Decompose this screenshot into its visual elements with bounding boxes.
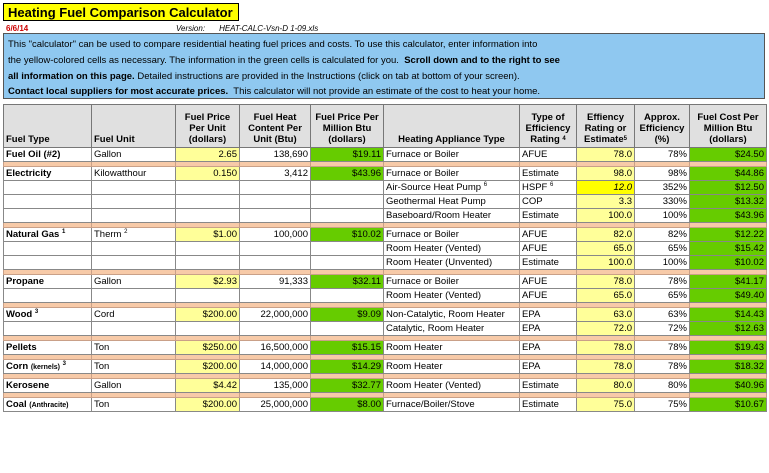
- table-row: [4, 209, 767, 223]
- header-cost: Fuel Cost Per Million Btu (dollars): [690, 105, 767, 148]
- fuel-cost-per-mbtu: $12.22: [690, 228, 767, 242]
- efficiency-type: Estimate: [520, 379, 577, 393]
- fuel-cost-per-mbtu: $15.42: [690, 242, 767, 256]
- fuel-cost-per-mbtu: $13.32: [690, 195, 767, 209]
- efficiency-type: AFUE: [520, 148, 577, 162]
- fuel-type-gas: Natural Gas $^1$: [4, 228, 92, 242]
- fuel-cost-per-mbtu: $24.50: [690, 148, 767, 162]
- table-row: [4, 341, 767, 355]
- header-eff-type: Type of Efficiency Rating $^4$: [520, 105, 577, 148]
- fuel-cost-per-mbtu: $41.17: [690, 275, 767, 289]
- efficiency-rating-input[interactable]: 98.0: [577, 167, 635, 181]
- empty-cell: [240, 256, 311, 270]
- efficiency-type: EPA: [520, 360, 577, 374]
- efficiency-rating-input[interactable]: 75.0: [577, 398, 635, 412]
- efficiency-type: AFUE: [520, 275, 577, 289]
- info-bold-all: all information on this page.: [8, 70, 135, 82]
- fuel-unit-gas: Therm $^2$: [92, 228, 176, 242]
- price-per-mbtu-elec: $43.96: [311, 167, 384, 181]
- fuel-cost-per-mbtu: $12.63: [690, 322, 767, 336]
- empty-cell: [311, 242, 384, 256]
- table-row: [4, 289, 767, 303]
- heat-content-oil: 138,690: [240, 148, 311, 162]
- approx-efficiency: 330%: [635, 195, 690, 209]
- approx-efficiency: 100%: [635, 256, 690, 270]
- appliance-type: Geothermal Heat Pump: [384, 195, 520, 209]
- version-prefix: Version:: [176, 24, 206, 33]
- version-file: HEAT-CALC-Vsn-D 1-09.xls: [219, 24, 319, 33]
- fuel-type-coal: Coal (Anthracite): [4, 398, 92, 412]
- version-label: [176, 24, 318, 33]
- date-label: 6/6/14: [6, 24, 29, 33]
- fuel-cost-per-mbtu: $40.96: [690, 379, 767, 393]
- efficiency-rating-input[interactable]: 72.0: [577, 322, 635, 336]
- approx-efficiency: 65%: [635, 289, 690, 303]
- fuel-comparison-table: [3, 104, 767, 412]
- header-appliance: Heating Appliance Type: [384, 105, 520, 148]
- fuel-cost-per-mbtu: $49.40: [690, 289, 767, 303]
- table-row: [4, 308, 767, 322]
- empty-cell: [240, 209, 311, 223]
- price-per-mbtu-oil: $19.11: [311, 148, 384, 162]
- empty-cell: [92, 195, 176, 209]
- fuel-price-input-coal[interactable]: $200.00: [176, 398, 240, 412]
- price-per-mbtu-propane: $32.11: [311, 275, 384, 289]
- fuel-type-elec: Electricity: [4, 167, 92, 181]
- appliance-type: Furnace/Boiler/Stove: [384, 398, 520, 412]
- empty-cell: [176, 181, 240, 195]
- efficiency-rating-input[interactable]: 65.0: [577, 242, 635, 256]
- fuel-cost-per-mbtu: $10.67: [690, 398, 767, 412]
- empty-cell: [240, 181, 311, 195]
- fuel-cost-per-mbtu: $14.43: [690, 308, 767, 322]
- efficiency-rating-input[interactable]: 78.0: [577, 275, 635, 289]
- approx-efficiency: 80%: [635, 379, 690, 393]
- efficiency-rating-input[interactable]: 3.3: [577, 195, 635, 209]
- efficiency-type: COP: [520, 195, 577, 209]
- approx-efficiency: 78%: [635, 148, 690, 162]
- empty-cell: [240, 242, 311, 256]
- efficiency-type: Estimate: [520, 167, 577, 181]
- info-box: [3, 33, 765, 99]
- empty-cell: [4, 195, 92, 209]
- efficiency-type: AFUE: [520, 242, 577, 256]
- empty-cell: [176, 209, 240, 223]
- header-approx: Approx. Efficiency (%): [635, 105, 690, 148]
- empty-cell: [311, 289, 384, 303]
- empty-cell: [92, 289, 176, 303]
- table-row: [4, 148, 767, 162]
- fuel-price-input-corn[interactable]: $200.00: [176, 360, 240, 374]
- header-price-mbtu: Fuel Price Per Million Btu (dollars): [311, 105, 384, 148]
- efficiency-rating-input[interactable]: 65.0: [577, 289, 635, 303]
- price-per-mbtu-gas: $10.02: [311, 228, 384, 242]
- approx-efficiency: 75%: [635, 398, 690, 412]
- fuel-type-pellets: Pellets: [4, 341, 92, 355]
- fuel-type-propane: Propane: [4, 275, 92, 289]
- price-per-mbtu-coal: $8.00: [311, 398, 384, 412]
- empty-cell: [176, 256, 240, 270]
- empty-cell: [240, 195, 311, 209]
- fuel-cost-per-mbtu: $10.02: [690, 256, 767, 270]
- efficiency-type: EPA: [520, 322, 577, 336]
- price-per-mbtu-corn: $14.29: [311, 360, 384, 374]
- info-line-1: This "calculator" can be used to compare residential heating fuel prices and costs. To use this calculator, enter information into: [8, 39, 538, 50]
- empty-cell: [4, 242, 92, 256]
- header-price: Fuel Price Per Unit (dollars): [176, 105, 240, 148]
- efficiency-type: AFUE: [520, 289, 577, 303]
- fuel-type-corn: Corn (kernels) $^3$: [4, 360, 92, 374]
- fuel-price-input-gas[interactable]: $1.00: [176, 228, 240, 242]
- approx-efficiency: 72%: [635, 322, 690, 336]
- header-row: [4, 105, 767, 148]
- empty-cell: [92, 242, 176, 256]
- fuel-unit-corn: Ton: [92, 360, 176, 374]
- fuel-unit-elec: Kilowatthour: [92, 167, 176, 181]
- table-row: [4, 360, 767, 374]
- efficiency-type: AFUE: [520, 228, 577, 242]
- heat-content-pellets: 16,500,000: [240, 341, 311, 355]
- appliance-type: Room Heater (Vented): [384, 379, 520, 393]
- info-line-3: all information on this page. Detailed instructions are provided in the Instructions (click on tab at bottom of your screen).: [8, 70, 520, 82]
- price-per-mbtu-kerosene: $32.77: [311, 379, 384, 393]
- fuel-cost-per-mbtu: $18.32: [690, 360, 767, 374]
- fuel-price-input-propane[interactable]: $2.93: [176, 275, 240, 289]
- efficiency-type: Estimate: [520, 256, 577, 270]
- table-row: [4, 195, 767, 209]
- empty-cell: [176, 195, 240, 209]
- empty-cell: [4, 322, 92, 336]
- fuel-cost-per-mbtu: $12.50: [690, 181, 767, 195]
- approx-efficiency: 78%: [635, 360, 690, 374]
- header-eff-rating: Effiency Rating or Estimate$^5$: [577, 105, 635, 148]
- appliance-type: Furnace or Boiler: [384, 148, 520, 162]
- approx-efficiency: 100%: [635, 209, 690, 223]
- appliance-type: Furnace or Boiler: [384, 167, 520, 181]
- table-row: [4, 228, 767, 242]
- heat-content-coal: 25,000,000: [240, 398, 311, 412]
- efficiency-rating-input[interactable]: 78.0: [577, 148, 635, 162]
- efficiency-rating-input[interactable]: 100.0: [577, 209, 635, 223]
- efficiency-rating-input[interactable]: 80.0: [577, 379, 635, 393]
- table-row: [4, 256, 767, 270]
- appliance-type: Room Heater (Vented): [384, 242, 520, 256]
- fuel-unit-propane: Gallon: [92, 275, 176, 289]
- efficiency-rating-input[interactable]: 78.0: [577, 360, 635, 374]
- table-row: [4, 181, 767, 195]
- appliance-type: Air-Source Heat Pump $^6$: [384, 181, 520, 195]
- heat-content-kerosene: 135,000: [240, 379, 311, 393]
- empty-cell: [92, 256, 176, 270]
- fuel-cost-per-mbtu: $43.96: [690, 209, 767, 223]
- efficiency-type: HSPF $^6$: [520, 181, 577, 195]
- appliance-type: Furnace or Boiler: [384, 275, 520, 289]
- empty-cell: [311, 256, 384, 270]
- efficiency-type: EPA: [520, 308, 577, 322]
- approx-efficiency: 82%: [635, 228, 690, 242]
- appliance-type: Room Heater: [384, 360, 520, 374]
- efficiency-rating-input[interactable]: 12.0: [577, 181, 635, 195]
- empty-cell: [176, 322, 240, 336]
- empty-cell: [4, 209, 92, 223]
- empty-cell: [176, 289, 240, 303]
- efficiency-type: EPA: [520, 341, 577, 355]
- heat-content-elec: 3,412: [240, 167, 311, 181]
- fuel-unit-coal: Ton: [92, 398, 176, 412]
- fuel-price-input-pellets[interactable]: $250.00: [176, 341, 240, 355]
- table-row: [4, 242, 767, 256]
- header-fuel-type: Fuel Type: [4, 105, 92, 148]
- table-row: [4, 398, 767, 412]
- approx-efficiency: 98%: [635, 167, 690, 181]
- efficiency-type: Estimate: [520, 209, 577, 223]
- approx-efficiency: 65%: [635, 242, 690, 256]
- empty-cell: [311, 195, 384, 209]
- empty-cell: [92, 322, 176, 336]
- approx-efficiency: 78%: [635, 275, 690, 289]
- table-row: [4, 167, 767, 181]
- info-bold-scroll: Scroll down and to the right to see: [404, 54, 560, 66]
- empty-cell: [176, 242, 240, 256]
- empty-cell: [92, 209, 176, 223]
- header-fuel-unit: Fuel Unit: [92, 105, 176, 148]
- empty-cell: [311, 322, 384, 336]
- efficiency-rating-input[interactable]: 82.0: [577, 228, 635, 242]
- fuel-price-input-wood[interactable]: $200.00: [176, 308, 240, 322]
- appliance-type: Non-Catalytic, Room Heater: [384, 308, 520, 322]
- fuel-type-kerosene: Kerosene: [4, 379, 92, 393]
- fuel-type-wood: Wood $^3$: [4, 308, 92, 322]
- table-row: [4, 379, 767, 393]
- heat-content-propane: 91,333: [240, 275, 311, 289]
- empty-cell: [311, 209, 384, 223]
- approx-efficiency: 352%: [635, 181, 690, 195]
- fuel-unit-oil: Gallon: [92, 148, 176, 162]
- efficiency-rating-input[interactable]: 63.0: [577, 308, 635, 322]
- empty-cell: [4, 289, 92, 303]
- fuel-price-input-elec[interactable]: 0.150: [176, 167, 240, 181]
- heat-content-gas: 100,000: [240, 228, 311, 242]
- appliance-type: Catalytic, Room Heater: [384, 322, 520, 336]
- efficiency-rating-input[interactable]: 100.0: [577, 256, 635, 270]
- empty-cell: [4, 181, 92, 195]
- approx-efficiency: 78%: [635, 341, 690, 355]
- approx-efficiency: 63%: [635, 308, 690, 322]
- appliance-type: Room Heater (Unvented): [384, 256, 520, 270]
- fuel-unit-pellets: Ton: [92, 341, 176, 355]
- fuel-cost-per-mbtu: $44.86: [690, 167, 767, 181]
- table-row: [4, 322, 767, 336]
- heat-content-corn: 14,000,000: [240, 360, 311, 374]
- empty-cell: [4, 256, 92, 270]
- appliance-type: Furnace or Boiler: [384, 228, 520, 242]
- info-line-2: the yellow-colored cells as necessary. The information in the green cells is calculated for you. Scroll down and to the right to see: [8, 54, 560, 66]
- appliance-type: Baseboard/Room Heater: [384, 209, 520, 223]
- fuel-unit-wood: Cord: [92, 308, 176, 322]
- fuel-unit-kerosene: Gallon: [92, 379, 176, 393]
- price-per-mbtu-wood: $9.09: [311, 308, 384, 322]
- info-line-4: Contact local suppliers for most accurate prices. This calculator will not provide an estimate of the cost to heat your home.: [8, 86, 541, 98]
- header-heat: Fuel Heat Content Per Unit (Btu): [240, 105, 311, 148]
- heat-content-wood: 22,000,000: [240, 308, 311, 322]
- price-per-mbtu-pellets: $15.15: [311, 341, 384, 355]
- empty-cell: [92, 181, 176, 195]
- empty-cell: [311, 181, 384, 195]
- table-row: [4, 275, 767, 289]
- appliance-type: Room Heater (Vented): [384, 289, 520, 303]
- empty-cell: [240, 322, 311, 336]
- fuel-type-oil: Fuel Oil (#2): [4, 148, 92, 162]
- fuel-price-input-oil[interactable]: 2.65: [176, 148, 240, 162]
- info-bold-contact: Contact local suppliers for most accurate prices.: [8, 86, 229, 98]
- empty-cell: [240, 289, 311, 303]
- fuel-price-input-kerosene[interactable]: $4.42: [176, 379, 240, 393]
- efficiency-type: Estimate: [520, 398, 577, 412]
- appliance-type: Room Heater: [384, 341, 520, 355]
- efficiency-rating-input[interactable]: 78.0: [577, 341, 635, 355]
- calculator-title: Heating Fuel Comparison Calculator: [3, 3, 239, 21]
- fuel-cost-per-mbtu: $19.43: [690, 341, 767, 355]
